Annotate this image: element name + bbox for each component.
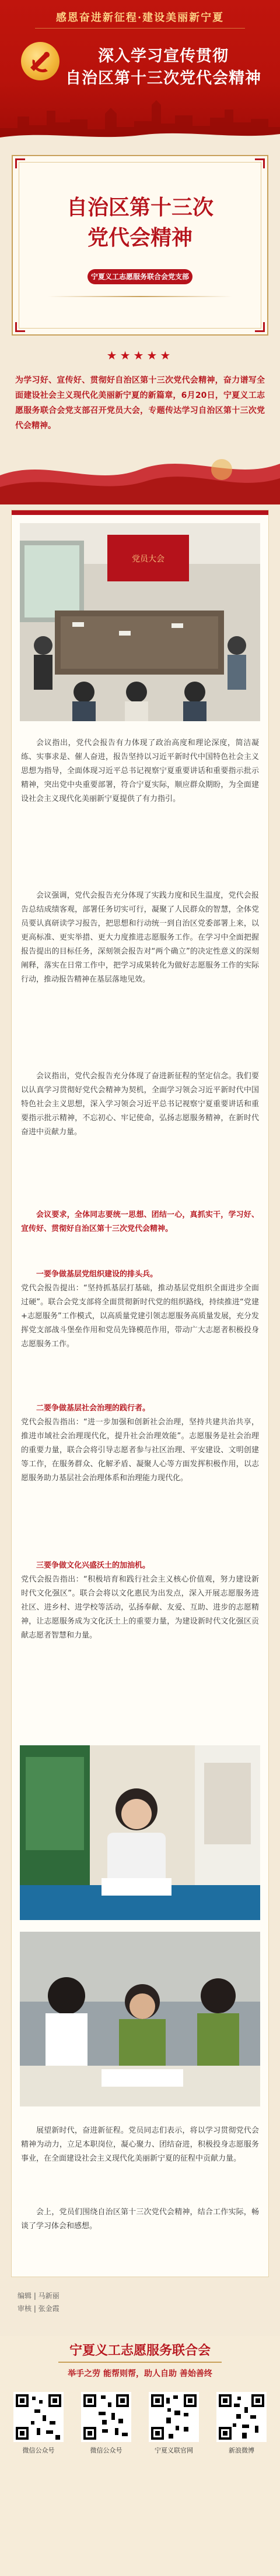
paragraph-9: 会上，党员们围绕自治区第十三次党代会精神，结合工作实际，畅谈了学习体会和感想。	[21, 2208, 259, 2231]
paragraph-8: 展望新时代，奋进新征程。党员同志们表示，将以学习贯彻党代会精神为动力，立足本职岗位，凝心聚力、团结奋进，积极投身志愿服务事业，在全面建设社会主义现代化美丽新宁夏的征程中贡献力量。	[21, 2126, 259, 2163]
article-title-line1: 自治区第十三次	[66, 195, 214, 220]
qr-weibo[interactable]	[215, 2392, 268, 2455]
star-divider: ★★★★★	[106, 348, 174, 362]
article-title-line2: 党代会精神	[87, 225, 192, 250]
section-1-body: 党代会报告提出：“坚持抓基层打基础，推动基层党组织全面进步全面过硬”。联合会党支部将全面贯彻新时代党的组织路线，持续推进“党建+志愿服务”工作模式，以高质量党建引领志愿服务高质量发展，充分发挥党支部战斗堡垒作用和党员先锋模范作用，带动广大志愿者积极投身志愿服务工作。	[21, 1284, 259, 1349]
footer-divider	[58, 2362, 222, 2363]
title-divider	[48, 296, 232, 297]
footer-title: 宁夏义工志愿服务联合会	[69, 2344, 211, 2358]
study-photo-1	[20, 1745, 260, 1920]
banner-divider	[35, 28, 245, 29]
qr-code-icon	[216, 2392, 267, 2442]
section-2-body: 党代会报告指出：“进一步加强和创新社会治理，坚持共建共治共享，推进市域社会治理现代化，提升社会治理效能”。志愿服务是社会治理的重要力量，联合会将引导志愿者参与社区治理、平安建设、文明创建等工作，在服务群众、化解矛盾、凝聚人心等方面发挥积极作用，以志愿服务助力基层社会治理体系和治理能力现代化。	[21, 1418, 259, 1483]
footer-motto: 举手之劳 能帮则帮，助人自助 善始善终	[68, 2369, 212, 2379]
qr-code-icon	[81, 2392, 131, 2442]
paragraph-1: 会议指出，党代会报告有力体现了政治高度和理论深度，简洁凝练、实事求是、催人奋进，报告坚持以习近平新时代中国特色社会主义思想为指导，全面体现习近平总书记视察宁夏重要讲话和重要指示批示精神，突出党中央重要部署，符合宁夏实际，顺应群众期盼，为全面建设社会主义现代化美丽新宁夏提供了有力指引。	[21, 739, 259, 803]
qr-label: 微信公众号	[22, 2447, 55, 2454]
panel-top-bar	[12, 510, 268, 515]
intro-paragraph: 为学习好、宣传好、贯彻好自治区第十三次党代会精神，奋力谱写全面建设社会主义现代化美丽新宁夏的新篇章，6月20日，宁夏义工志愿服务联合会党支部召开党员大会，专题传达学习自治区第十三次党代会精神。	[15, 376, 265, 430]
section-3	[21, 1559, 259, 1643]
content-panel	[12, 510, 268, 2277]
corner-ornament	[15, 158, 25, 168]
skyline-illustration	[0, 93, 280, 146]
qr-wechat-1[interactable]	[12, 2392, 65, 2455]
section-2	[21, 1402, 259, 1485]
corner-ornament	[255, 322, 265, 332]
title-card	[12, 155, 268, 336]
qr-website[interactable]	[147, 2392, 201, 2455]
editor-credit: 编辑 | 马新丽	[18, 2292, 60, 2300]
paragraph-4: 会议要求，全体同志要统一思想、团结一心，真抓实干，学习好、宣传好、贯彻好自治区第十三次党代会精神。	[21, 1211, 259, 1233]
qr-code-icon	[13, 2392, 64, 2442]
qr-code-icon	[149, 2392, 199, 2442]
meeting-photo	[20, 523, 260, 721]
banner-title-line1: 深入学习宣传贯彻	[98, 47, 229, 65]
qr-label: 微信公众号	[90, 2447, 123, 2454]
banner-slogan: 感恩奋进新征程·建设美丽新宁夏	[55, 12, 225, 24]
footer	[0, 2336, 280, 2576]
party-emblem-icon	[21, 42, 60, 80]
corner-ornament	[255, 158, 265, 168]
screen-text: 党员大会	[132, 555, 164, 564]
qr-code-row	[12, 2392, 268, 2462]
qr-wechat-2[interactable]	[79, 2392, 133, 2455]
paragraph-2: 会议强调，党代会报告充分体现了实践力度和民生温度，党代会报告总结成绩客观，部署任务切实可行，凝聚了人民群众的智慧，全体党员要认真研读学习报告，把思想和行动统一到自治区党委部署上来，以更高标准、更实举措、更大力度推进志愿服务工作。在学习中全面把握报告提出的目标任务，深刻领会报告对“两个确立”的决定性意义的深刻阐释，落实在日常工作中，把学习成果转化为做好志愿服务工作的实际行动，推动报告精神在基层落地见效。	[21, 891, 259, 984]
qr-label: 新浪微博	[229, 2447, 254, 2454]
section-1-heading: 一要争做基层党组织建设的排头兵。	[36, 1270, 158, 1279]
section-3-body: 党代会报告指出：“积极培育和践行社会主义核心价值观，努力建设新时代文化强区”。联合会将以文化惠民为出发点，深入开展志愿服务进社区、进乡村、进学校等活动，弘扬奉献、友爱、互助、进步的志愿精神，让志愿服务成为文化沃土上的重要力量，为建设新时代文化强区贡献志愿者智慧和力量。	[21, 1575, 259, 1640]
organization-badge: 宁夏义工志愿服务联合会党支部	[88, 269, 192, 284]
credits	[18, 2289, 262, 2315]
section-3-heading: 三要争做文化兴盛沃土的加油机。	[36, 1561, 150, 1570]
corner-ornament	[15, 322, 25, 332]
red-ribbon-decoration	[0, 440, 280, 504]
reviewer-credit: 审核 | 张金霞	[18, 2305, 60, 2313]
study-photo-2	[20, 1932, 260, 2106]
banner-title-line2: 自治区第十三次党代会精神	[65, 69, 261, 87]
qr-label: 宁夏义联官网	[155, 2447, 193, 2454]
paragraph-3: 会议指出，党代会报告充分体现了奋进新征程的坚定信念。我们要以认真学习贯彻好党代会精神为契机，全面学习领会习近平新时代中国特色社会主义思想，深入学习领会习近平总书记视察宁夏重要讲话和重要指示批示精神，不忘初心、牢记使命，弘扬志愿服务精神，在新时代奋进中贡献力量。	[21, 1072, 259, 1137]
section-2-heading: 二要争做基层社会治理的践行者。	[36, 1404, 150, 1413]
header-banner	[0, 0, 280, 146]
section-1	[21, 1268, 259, 1351]
